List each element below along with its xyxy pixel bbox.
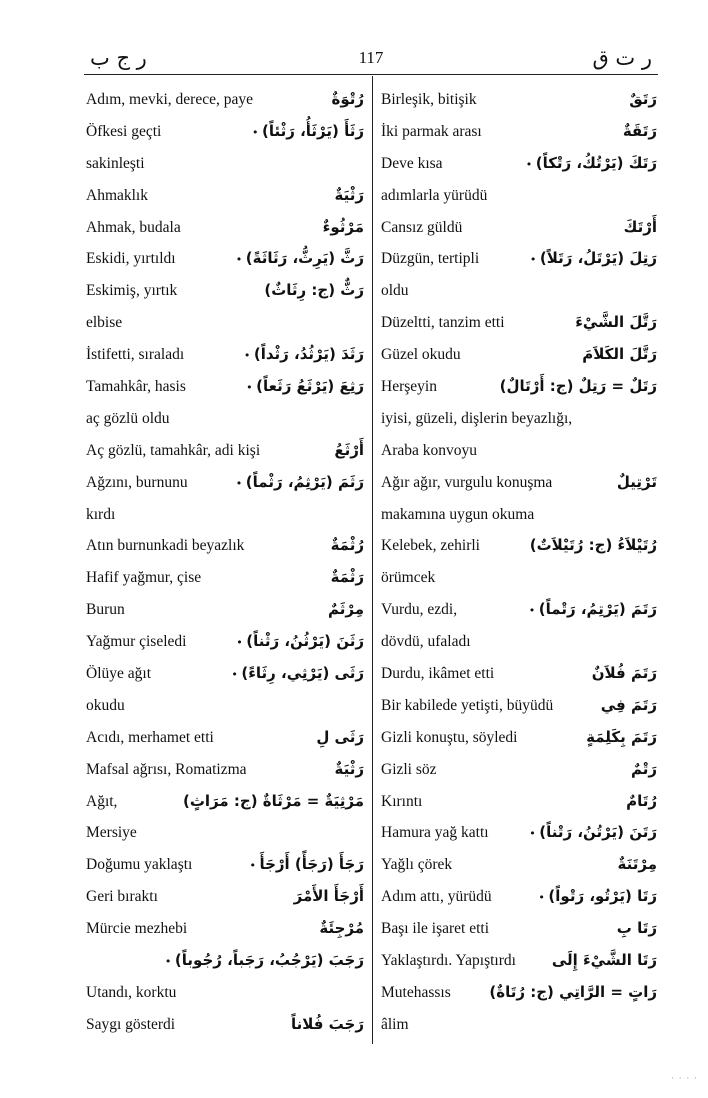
dictionary-entry <box>381 658 657 690</box>
arabic-headword: رُتْوَةٌ <box>331 90 364 108</box>
turkish-meaning: Ağzını, burnunu <box>86 473 188 491</box>
turkish-meaning: Birleşik, bitişik <box>381 91 477 108</box>
turkish-meaning: Durdu, ikâmet etti <box>381 665 495 683</box>
dictionary-entry <box>381 307 657 339</box>
arabic-headword: رَثَى (يَرْثِي، رِثَاءً) • <box>231 658 364 691</box>
turkish-meaning: Adım attı, yürüdü <box>381 888 492 906</box>
turkish-meaning: Güzel okudu <box>381 346 461 364</box>
arabic-headword: رُتَامٌ <box>626 791 657 810</box>
turkish-meaning: Atın burnunkadi beyazlık <box>86 537 245 555</box>
dictionary-entry <box>381 913 657 945</box>
turkish-meaning: elbise <box>86 314 123 332</box>
arabic-headword: مُرْجِئَةٌ <box>319 919 364 938</box>
turkish-meaning: Ağıt, <box>86 792 118 810</box>
arabic-headword: رَجَأَ (رَجَأً) أَرْجَأَ • <box>249 849 364 882</box>
dictionary-entry <box>381 1009 657 1041</box>
turkish-meaning: Tamahkâr, hasis <box>86 378 186 396</box>
turkish-meaning: Mutehassıs <box>381 983 451 1001</box>
dictionary-entry <box>381 435 657 467</box>
dictionary-entry <box>381 817 657 849</box>
turkish-meaning: Başı ile işaret etti <box>381 920 490 938</box>
dictionary-entry <box>381 977 657 1009</box>
right-column <box>381 84 657 1041</box>
turkish-meaning: Deve kısa <box>381 154 443 172</box>
turkish-meaning: âlim <box>381 1015 409 1033</box>
turkish-meaning: İstifetti, sıraladı <box>86 346 185 364</box>
turkish-meaning: Mersiye <box>86 824 137 842</box>
arabic-headword: رَثَنَ (يَرْثُنُ، رَثْناً) • <box>236 626 364 659</box>
turkish-meaning: Hamura yağ kattı <box>381 824 489 842</box>
dictionary-entry <box>381 786 657 818</box>
dictionary-entry <box>86 849 364 881</box>
dictionary-entry <box>381 594 657 626</box>
arabic-headword: رَتَلٌ = رَتِلٌ (ج: أَرْتَالٌ) <box>499 377 657 396</box>
dictionary-entry <box>381 530 657 562</box>
turkish-meaning: Ağır ağır, vurgulu konuşma <box>381 473 553 491</box>
corner-mark: · · · · <box>670 1074 698 1084</box>
arabic-headword: رَتِلَ (يَرْتَلُ، رَتَلاً) • <box>530 243 657 276</box>
arabic-headword: رَاتٍ = الرَّاتِي (ج: رُتَاةٌ) <box>489 982 657 1001</box>
dictionary-entry <box>86 817 364 849</box>
turkish-meaning: Hafif yağmur, çise <box>86 569 202 587</box>
dictionary-entry <box>86 148 364 180</box>
left-column <box>86 84 364 1041</box>
arabic-headword: رَتَمَ بِكَلِمَةٍ <box>586 727 657 746</box>
arabic-headword: رَثَى لِ <box>316 727 364 746</box>
turkish-meaning: Kırıntı <box>381 792 423 810</box>
turkish-meaning: İki parmak arası <box>381 122 482 140</box>
arabic-headword: رَثْيَةٌ <box>334 759 364 778</box>
dictionary-entry <box>86 1009 364 1041</box>
dictionary-entry <box>381 339 657 371</box>
turkish-meaning: Ahmak, budala <box>86 218 181 236</box>
turkish-meaning: dövdü, ufaladı <box>381 633 471 651</box>
arabic-headword: رَتَّلَ الشَّيْءَ <box>575 313 657 332</box>
header-rule <box>84 74 658 75</box>
arabic-headword: تَرْتِيلٌ <box>616 472 657 491</box>
turkish-meaning: Mürcie mezhebi <box>86 920 188 938</box>
dictionary-entry <box>381 403 657 435</box>
turkish-meaning: Eskimiş, yırtık <box>86 282 178 300</box>
dictionary-entry <box>86 786 364 818</box>
arabic-headword: أَرْتَكَ <box>623 217 657 236</box>
arabic-headword: رَتَمَ فُلاَنٌ <box>591 664 657 683</box>
dictionary-entry <box>381 849 657 881</box>
turkish-meaning: okudu <box>86 696 125 714</box>
dictionary-entry <box>381 148 657 180</box>
turkish-meaning: Eskidi, yırtıldı <box>86 250 176 268</box>
dictionary-entry <box>381 499 657 531</box>
arabic-headword: رَثْمَةٌ <box>330 568 364 587</box>
arabic-headword: رَتَكَ (يَرْتُكُ، رَتْكاً) • <box>526 148 657 181</box>
dictionary-entry <box>381 180 657 212</box>
turkish-meaning: sakinleşti <box>86 154 145 172</box>
arabic-headword: رَجَبَ (يَرْجُبُ، رَجَباً، رُجُوباً) • <box>165 945 364 978</box>
dictionary-entry <box>381 212 657 244</box>
turkish-meaning: Ölüye ağıt <box>86 665 151 683</box>
header-left-letters: ر ج ب <box>90 46 147 70</box>
turkish-meaning: Öfkesi geçti <box>86 122 162 140</box>
dictionary-entry <box>86 435 364 467</box>
arabic-headword: رَثَّ (يَرِثُّ، رَثَاثَةً) • <box>236 243 364 276</box>
dictionary-entry <box>86 945 364 977</box>
arabic-headword: مَرْثِيَةٌ = مَرْثَاةٌ (ج: مَرَاثٍ) <box>182 791 364 810</box>
turkish-meaning: Yağmur çiseledi <box>86 633 187 651</box>
turkish-meaning: oldu <box>381 282 409 300</box>
turkish-meaning: Yağlı çörek <box>381 856 453 874</box>
arabic-headword: مِرْثَمٌ <box>327 600 364 619</box>
turkish-meaning: Düzeltti, tanzim etti <box>381 314 505 332</box>
dictionary-entry <box>86 84 364 116</box>
turkish-meaning: Doğumu yaklaştı <box>86 856 193 874</box>
dictionary-entry <box>381 243 657 275</box>
dictionary-entry <box>86 180 364 212</box>
arabic-headword: رَثٌّ (ج: رِثَاثٌ) <box>264 281 364 300</box>
dictionary-entry <box>86 977 364 1009</box>
arabic-headword: أَرْجَأَ الأَمْرَ <box>293 887 364 906</box>
turkish-meaning: iyisi, güzeli, dişlerin beyazlığı, <box>381 409 573 427</box>
dictionary-entry <box>86 307 364 339</box>
dictionary-entry <box>381 754 657 786</box>
arabic-headword: رَتْمٌ <box>630 759 657 778</box>
dictionary-entry <box>86 212 364 244</box>
arabic-headword: مَرْثُوءٌ <box>322 217 364 236</box>
dictionary-entry <box>381 467 657 499</box>
turkish-meaning: aç gözlü oldu <box>86 409 170 427</box>
arabic-headword: رَجَبَ فُلاناً <box>290 1014 364 1033</box>
turkish-meaning: Mafsal ağrısı, Romatizma <box>86 760 247 778</box>
dictionary-entry <box>86 913 364 945</box>
arabic-headword: أَرْثَعُ <box>334 440 364 459</box>
header-right-letters: ر ت ق <box>592 46 652 70</box>
turkish-meaning: Gizli konuştu, söyledi <box>381 728 518 746</box>
turkish-meaning: kırdı <box>86 505 116 523</box>
arabic-headword: رَثَمَ (يَرْثِمُ، رَثْماً) • <box>236 467 364 500</box>
turkish-meaning: Kelebek, zehirli <box>381 537 480 555</box>
arabic-headword: رَتَنَ (يَرْتُنُ، رَتْناً) • <box>529 817 657 850</box>
dictionary-entry <box>86 562 364 594</box>
dictionary-entry <box>86 275 364 307</box>
arabic-headword: رُثْمَةٌ <box>330 536 364 555</box>
turkish-meaning: Burun <box>86 601 125 619</box>
dictionary-entry <box>381 275 657 307</box>
arabic-headword: رَثْيَةٌ <box>334 185 364 204</box>
arabic-headword: رُتَيْلاَءُ (ج: رُتَيْلاَتٌ) <box>529 536 657 555</box>
dictionary-entry <box>86 467 364 499</box>
dictionary-entry <box>381 371 657 403</box>
dictionary-entry <box>86 722 364 754</box>
turkish-meaning: Düzgün, tertipli <box>381 250 480 268</box>
arabic-headword: رَتَّلَ الكَلاَمَ <box>582 345 657 364</box>
column-divider <box>372 76 373 1044</box>
dictionary-entry <box>86 690 364 722</box>
arabic-headword: رَتَا الشَّيْءَ إِلَى <box>551 951 657 970</box>
dictionary-entry <box>86 881 364 913</box>
arabic-headword: رَثَأَ (يَرْثَأُ، رَثْئاً) • <box>252 116 364 149</box>
dictionary-entry <box>381 84 657 116</box>
arabic-headword: رَتَقٌ <box>629 90 657 108</box>
arabic-headword: رَتَمَ فِي <box>600 695 657 714</box>
turkish-meaning: Herşeyin <box>381 378 437 396</box>
dictionary-entry <box>381 945 657 977</box>
dictionary-entry <box>381 626 657 658</box>
dictionary-entry <box>86 116 364 148</box>
turkish-meaning: Aç gözlü, tamahkâr, adi kişi <box>86 441 261 459</box>
turkish-meaning: Araba konvoyu <box>381 441 477 459</box>
dictionary-entry <box>86 754 364 786</box>
turkish-meaning: Adım, mevki, derece, paye <box>86 91 253 108</box>
turkish-meaning: Yaklaştırdı. Yapıştırdı <box>381 952 516 970</box>
dictionary-entry <box>86 530 364 562</box>
turkish-meaning: örümcek <box>381 569 436 587</box>
dictionary-entry <box>86 499 364 531</box>
turkish-meaning: Vurdu, ezdi, <box>381 601 458 619</box>
arabic-headword: مِرْتَنَةٌ <box>617 855 657 874</box>
dictionary-entry <box>381 690 657 722</box>
turkish-meaning: Cansız güldü <box>381 218 463 236</box>
dictionary-entry <box>86 594 364 626</box>
dictionary-entry <box>86 403 364 435</box>
arabic-headword: رَتَمَ (يَرْتِمُ، رَتْماً) • <box>529 594 657 627</box>
dictionary-entry <box>381 722 657 754</box>
turkish-meaning: makamına uygun okuma <box>381 505 535 523</box>
dictionary-entry <box>381 562 657 594</box>
turkish-meaning: Utandı, korktu <box>86 983 177 1001</box>
dictionary-entry <box>86 626 364 658</box>
turkish-meaning: Acıdı, merhamet etti <box>86 728 214 746</box>
turkish-meaning: Saygı gösterdi <box>86 1015 176 1033</box>
arabic-headword: رَتَا (يَرْتُو، رَتْواً) • <box>538 881 657 914</box>
turkish-meaning: Bir kabilede yetişti, büyüdü <box>381 696 554 714</box>
dictionary-entry <box>381 881 657 913</box>
arabic-headword: رَتَا بِ <box>616 919 657 938</box>
dictionary-entry <box>86 339 364 371</box>
turkish-meaning: Gizli söz <box>381 760 437 778</box>
dictionary-entry <box>381 116 657 148</box>
page-number: 117 <box>358 48 384 67</box>
turkish-meaning: adımlarla yürüdü <box>381 186 488 204</box>
turkish-meaning: Ahmaklık <box>86 186 148 204</box>
page-header <box>84 44 658 72</box>
arabic-headword: رَثَدَ (يَرْثُدُ، رَثْداً) • <box>244 339 364 372</box>
dictionary-entry <box>86 658 364 690</box>
arabic-headword: رَثِعَ (يَرْثَعُ رَثَعاً) • <box>246 371 364 404</box>
dictionary-entry <box>86 243 364 275</box>
arabic-headword: رَتَقَةٌ <box>622 121 657 140</box>
dictionary-entry <box>86 371 364 403</box>
turkish-meaning: Geri bıraktı <box>86 888 158 906</box>
